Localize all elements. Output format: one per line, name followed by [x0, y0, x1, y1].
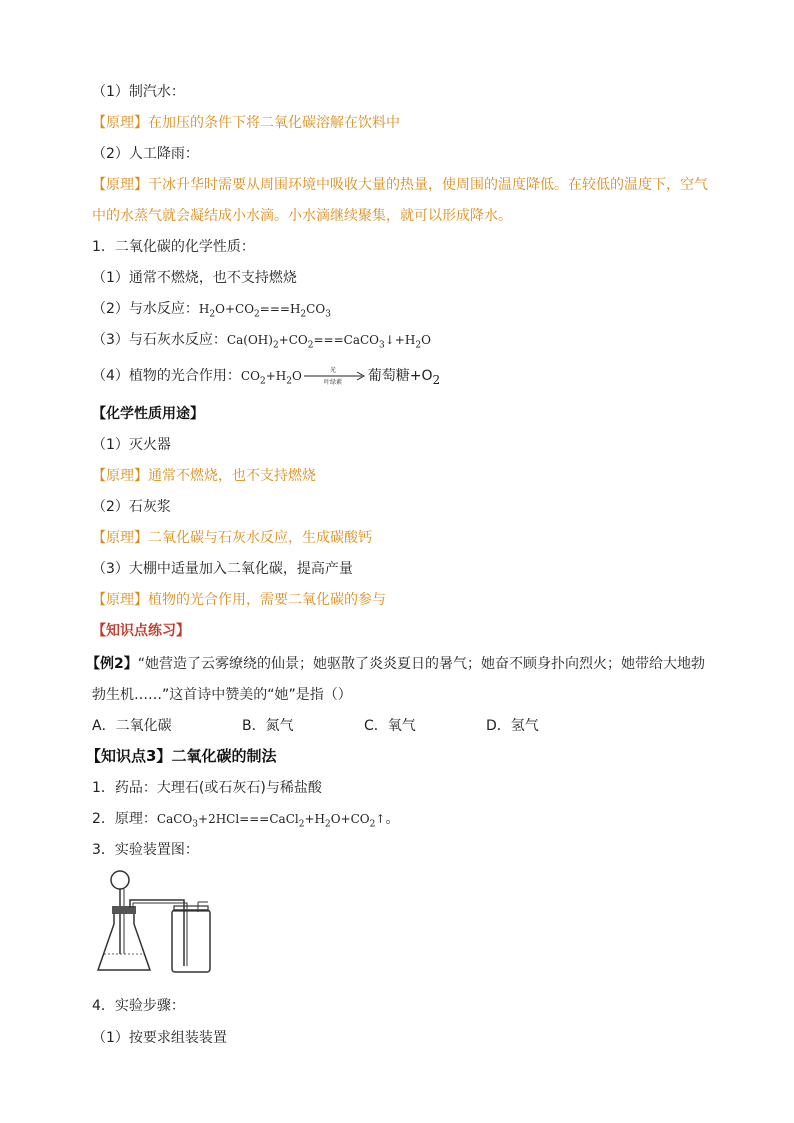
equation-photosynthesis-left: $CO_2+H_2O$: [240, 369, 302, 387]
section-practice: 【知识点练习】: [92, 623, 190, 639]
principle-tag: 【原理】: [92, 468, 148, 484]
principle-tag: 【原理】: [92, 115, 148, 131]
principle-text: 通常不燃烧，也不支持燃烧: [148, 468, 316, 484]
apparatus-diagram: [90, 866, 220, 984]
example-tag: 【例2】: [86, 656, 138, 672]
option-b[interactable]: B．氮气: [242, 718, 294, 734]
apparatus-heading: 3．实验装置图：: [92, 842, 199, 858]
principle-use-3: [92, 590, 386, 610]
principle-tag: 【原理】: [92, 592, 148, 608]
principle-text: 在加压的条件下将二氧化碳溶解在饮料中: [148, 115, 400, 131]
section-tag: 【知识点3】: [86, 747, 172, 765]
property-1: （1）通常不燃烧，也不支持燃烧: [92, 270, 297, 286]
arrow-condition-top: 光: [329, 367, 336, 374]
example-text: “她营造了云雾缭绕的仙景；她驱散了炎炎夏日的暑气；她奋不顾身扑向烈火；她带给大地勃: [137, 656, 706, 672]
reagents: 1．药品：大理石(或石灰石)与稀盐酸: [92, 780, 322, 796]
principle-text: 干冰升华时需要从周围环境中吸收大量的热量，使周围的温度降低。在较低的温度下，空气: [148, 177, 708, 193]
option-c[interactable]: C．氧气: [364, 718, 416, 734]
principle-equation: 2．原理：$CaCO_3+2HCl===CaCl_2+H_2O+CO_2↑$。: [92, 811, 400, 830]
equation-photosynthesis-right: 葡萄糖$+O_2$: [367, 368, 441, 387]
section-title: 二氧化碳的制法: [171, 747, 277, 765]
option-d[interactable]: D．氢气: [486, 718, 539, 734]
option-a[interactable]: A．二氧化碳: [92, 718, 172, 734]
principle-use-2: [92, 528, 372, 548]
use-3: （3）大棚中适量加入二氧化碳，提高产量: [92, 561, 353, 577]
property-label: （3）与石灰水反应：: [92, 332, 227, 348]
equation-limewater: $Ca(OH)_2+CO_2===CaCO_3↓+H_2O$: [226, 333, 431, 351]
principle-text: 二氧化碳与石灰水反应，生成碳酸钙: [148, 530, 372, 546]
item-soda: （1）制汽水：: [92, 84, 185, 100]
property-label: （4）植物的光合作用：: [92, 368, 241, 384]
item-artificial-rain: （2）人工降雨：: [92, 146, 199, 162]
arrow-condition-bottom: 叶绿素: [323, 379, 342, 386]
example-2-line-1: [86, 654, 705, 674]
property-3: [92, 330, 431, 350]
principle-label: 2．原理：: [92, 811, 157, 827]
property-4: [92, 366, 440, 386]
principle-text: 植物的光合作用，需要二氧化碳的参与: [148, 592, 386, 608]
principle-rain-2: 中的水蒸气就会凝结成小水滴。小水滴继续聚集，就可以形成降水。: [92, 208, 512, 224]
reaction-arrow: [302, 366, 368, 386]
example-2-line-2: 勃生机……”这首诗中赞美的“她”是指（）: [92, 687, 352, 703]
property-label: （2）与水反应：: [92, 301, 199, 317]
principle-tag: 【原理】: [92, 177, 148, 193]
equation-preparation: $CaCO_3+2HCl===CaCl_2+H_2O+CO_2↑$: [156, 812, 386, 830]
principle-rain-1: [92, 175, 708, 195]
section-uses: 【化学性质用途】: [92, 406, 204, 422]
steps-heading: 4．实验步骤：: [92, 998, 185, 1014]
section-knowledge-3: [86, 746, 276, 767]
principle-use-1: [92, 466, 316, 486]
equation-water: $H_2O+CO_2===H_2CO_3$: [198, 302, 331, 320]
principle-tag: 【原理】: [92, 530, 148, 546]
principle-soda: [92, 113, 400, 133]
section-chem-properties: 1．二氧化碳的化学性质：: [92, 239, 255, 255]
use-2: （2）石灰浆: [92, 499, 171, 515]
property-2: [92, 299, 331, 319]
step-1: （1）按要求组装装置: [92, 1030, 227, 1046]
use-1: （1）灭火器: [92, 437, 171, 453]
